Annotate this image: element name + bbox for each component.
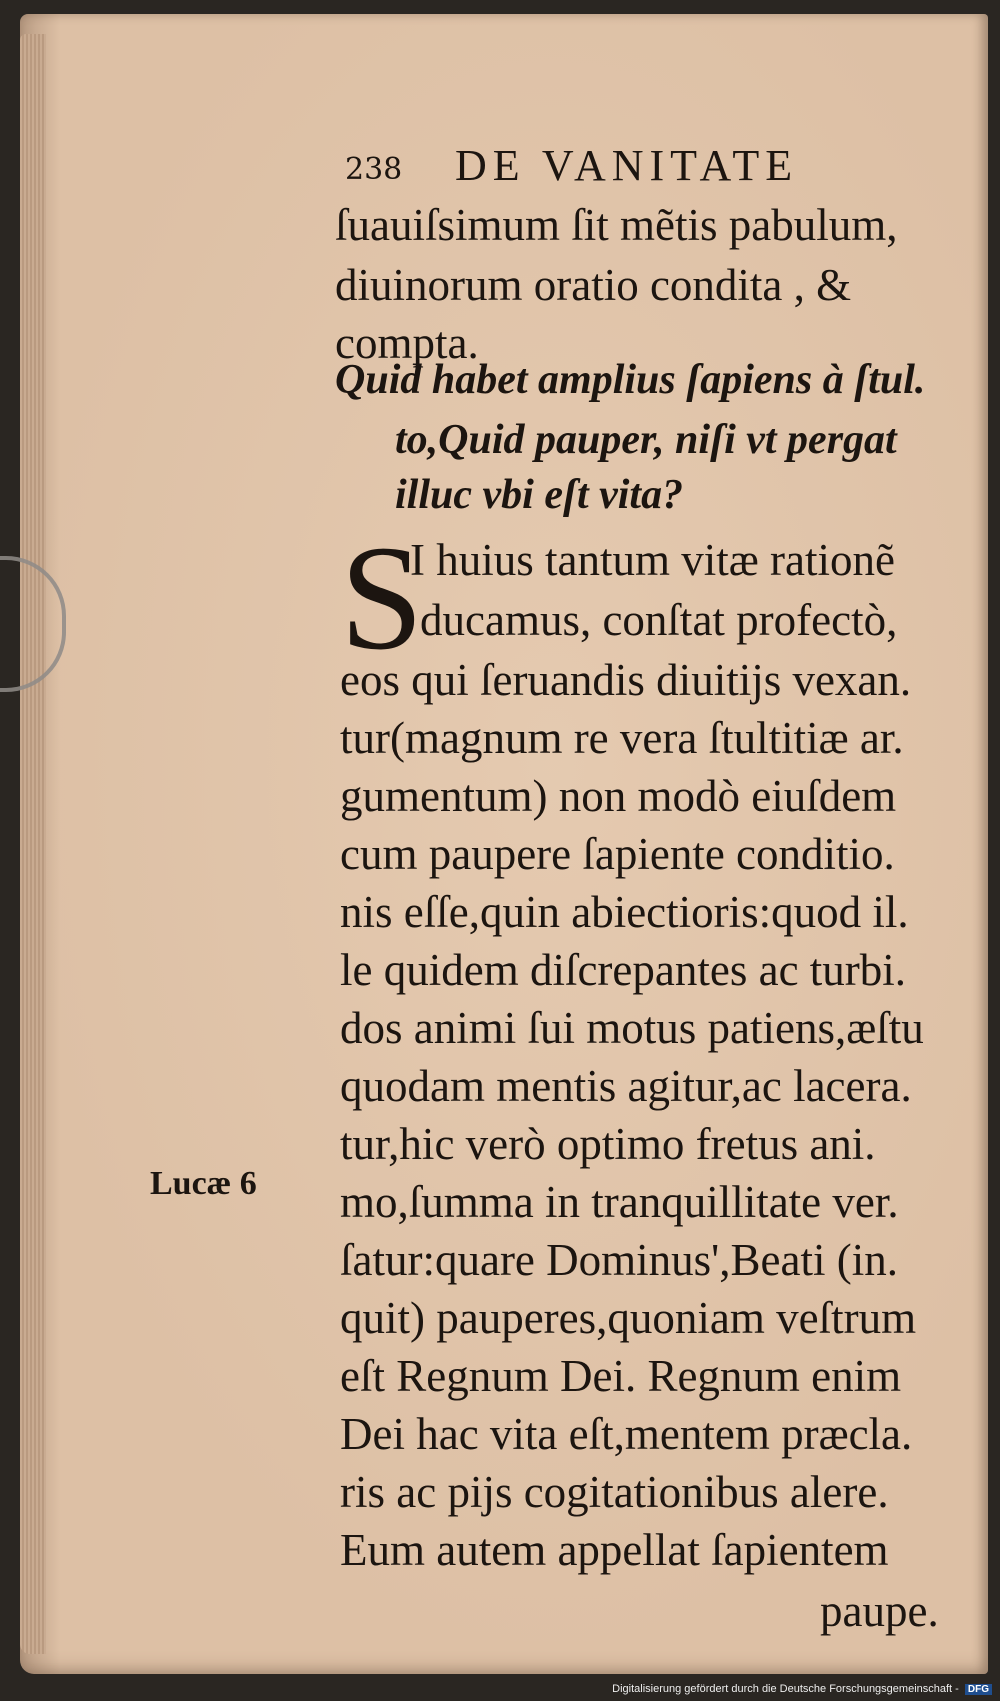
text-line: tur(magnum re vera ſtultitiæ ar.: [340, 713, 904, 763]
quote-line: to,Quid pauper, niſi vt pergat: [395, 417, 897, 463]
text-line: compta.: [335, 318, 479, 368]
page-edge: [20, 34, 46, 1654]
text-line: cum paupere ſapiente conditio.: [340, 829, 895, 879]
text-line: Eum autem appellat ſapientem: [340, 1525, 889, 1575]
text-line: ducamus, conſtat profectò,: [420, 595, 898, 645]
text-line: mo,ſumma in tranquillitate ver.: [340, 1177, 899, 1227]
digitization-footer: [612, 1683, 992, 1695]
text-line: I huius tantum vitæ rationẽ: [410, 535, 895, 585]
quote-line: Quid habet amplius ſapiens à ſtul.: [335, 357, 926, 403]
footer-text: Digitalisierung gefördert durch die Deutsche Forschungsgemeinschaft -: [612, 1683, 959, 1695]
running-title: DE VANITATE: [455, 141, 799, 190]
catchword: paupe.: [820, 1586, 939, 1636]
text-line: eos qui ſeruandis diuitijs vexan.: [340, 655, 912, 705]
text-line: quodam mentis agitur,ac lacera.: [340, 1061, 912, 1111]
page-number: 238: [345, 152, 403, 187]
drop-cap: S: [340, 515, 424, 681]
text-line: diuinorum oratio condita , &: [335, 260, 852, 310]
dfg-logo: DFG: [965, 1684, 992, 1695]
text-line: nis eſſe,quin abiectioris:quod il.: [340, 887, 909, 937]
text-line: Dei hac vita eſt,mentem præcla.: [340, 1409, 913, 1459]
text-line: dos animi ſui motus patiens,æſtu: [340, 1003, 924, 1053]
margin-note: Lucæ 6: [150, 1165, 257, 1202]
text-line: ſuauiſsimum ſit mẽtis pabulum,: [335, 200, 898, 250]
quote-line: illuc vbi eſt vita?: [395, 472, 684, 518]
text-line: eſt Regnum Dei. Regnum enim: [340, 1351, 902, 1401]
text-line: ſatur:quare Dominus',Beati (in.: [340, 1235, 898, 1285]
text-line: le quidem diſcrepantes ac turbi.: [340, 945, 907, 995]
text-line: gumentum) non modò eiuſdem: [340, 771, 897, 821]
text-line: ris ac pijs cogitationibus alere.: [340, 1467, 889, 1517]
text-line: tur,hic verò optimo fretus ani.: [340, 1119, 876, 1169]
text-line: quit) pauperes,quoniam veſtrum: [340, 1293, 917, 1343]
